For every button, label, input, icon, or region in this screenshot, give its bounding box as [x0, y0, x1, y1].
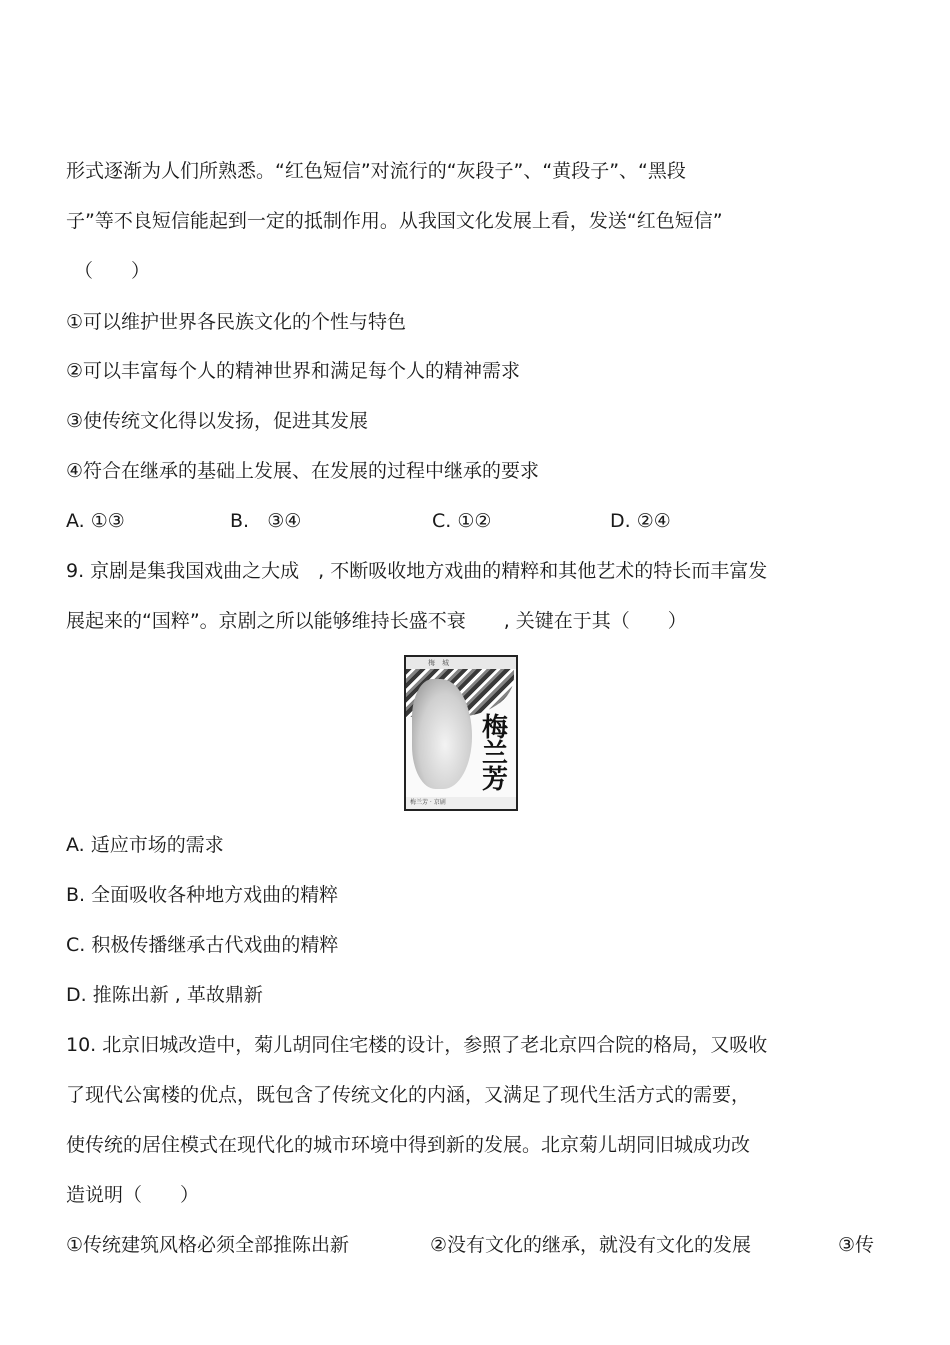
- q8-item-4: ④符合在继承的基础上发展、在发展的过程中继承的要求: [66, 460, 540, 482]
- q8-answer-blank: （ ）: [74, 260, 151, 282]
- poster-top-text: 梅 城: [406, 657, 516, 669]
- q10-stem-line-1: 10. 北京旧城改造中，菊儿胡同住宅楼的设计，参照了老北京四合院的格局，又吸收: [66, 1034, 768, 1056]
- q8-option-b[interactable]: B. ③④: [230, 510, 302, 532]
- q10-item-1: ①传统建筑风格必须全部推陈出新: [66, 1234, 350, 1256]
- poster-bottom-text: 梅兰芳 · 京剧: [406, 797, 516, 809]
- q9-option-d[interactable]: D. 推陈出新 , 革故鼎新: [66, 984, 263, 1006]
- q8-option-a[interactable]: A. ①③: [66, 510, 125, 532]
- q8-option-d[interactable]: D. ②④: [610, 510, 671, 532]
- q10-stem-line-2: 了现代公寓楼的优点，既包含了传统文化的内涵，又满足了现代生活方式的需要，: [66, 1084, 751, 1106]
- q8-option-c[interactable]: C. ①②: [432, 510, 492, 532]
- q10-item-2: ②没有文化的继承，就没有文化的发展: [430, 1234, 752, 1256]
- q10-item-3: ③传: [838, 1234, 875, 1256]
- q9-option-c[interactable]: C. 积极传播继承古代戏曲的精粹: [66, 934, 339, 956]
- opera-face-graphic: [412, 679, 472, 789]
- q9-stem-line-1: 9. 京剧是集我国戏曲之大成 , 不断吸收地方戏曲的精粹和其他艺术的特长而丰富发: [66, 560, 768, 582]
- mei-lanfang-poster-image: [404, 655, 518, 811]
- q8-item-2: ②可以丰富每个人的精神世界和满足每个人的精神需求: [66, 360, 521, 382]
- poster-title: 梅兰芳: [481, 713, 508, 795]
- q9-option-a[interactable]: A. 适应市场的需求: [66, 834, 224, 856]
- q8-item-3: ③使传统文化得以发扬，促进其发展: [66, 410, 369, 432]
- q10-stem-line-3: 使传统的居住模式在现代化的城市环境中得到新的发展。北京菊儿胡同旧城成功改: [66, 1134, 751, 1156]
- q9-option-b[interactable]: B. 全面吸收各种地方戏曲的精粹: [66, 884, 339, 906]
- q9-stem-line-2: 展起来的“国粹”。京剧之所以能够维持长盛不衰 , 关键在于其（ ）: [66, 610, 687, 632]
- q8-stem-line-1: 形式逐渐为人们所熟悉。“红色短信”对流行的“灰段子”、“黄段子”、“黑段: [66, 160, 686, 182]
- q8-stem-line-2: 子”等不良短信能起到一定的抵制作用。从我国文化发展上看，发送“红色短信”: [66, 210, 723, 232]
- q8-item-1: ①可以维护世界各民族文化的个性与特色: [66, 311, 407, 333]
- q10-stem-line-4: 造说明（ ）: [66, 1184, 200, 1206]
